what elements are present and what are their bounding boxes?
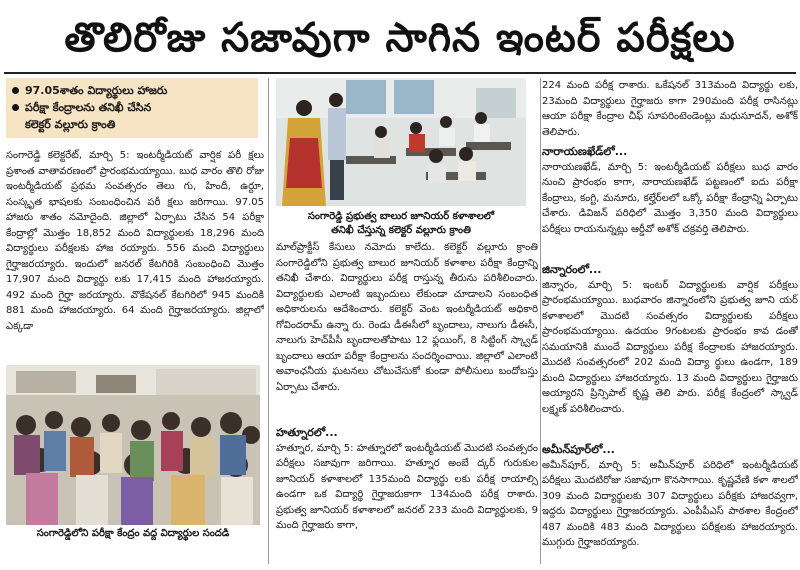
subheading-jinnaram: జిన్నారంలో...: [542, 263, 602, 276]
article-column-2: [276, 240, 538, 423]
article-section-narayankhed: [542, 144, 798, 258]
highlight-item: 97.05శాతం విద్యార్థులు హాజరు: [12, 82, 252, 99]
highlights-box: [6, 78, 258, 138]
article-paragraph: నారాయణఖేడ్, మార్చి 5: ఇంటర్మీడియట్ పరీక్షలు బుధ వారం నుంచి ప్రారంభం కాగా, నారాయణఖేడ్ పట్టణంలో ఐదు పరీక్షా కేంద్రాలు, కంగ్టి, మనూరు, కల్హేర్‌లలో ఒక్కో పరీక్షా కేంద్రాన్ని ఏర్పాటు చేశారు. డివిజన్ పరిధిలో మొత్తం 3,350 మంది విద్యార్థులు పరీక్షలు రాయనున్నట్లు ఆర్డీవో అశోక్ చక్రవర్తి తెలిపారు.: [542, 161, 798, 235]
article-section-ameenpur: [542, 442, 798, 566]
article-paragraph: 224 మంది పరీక్ష రాశారు. ఒకేషనల్ 313మంది విద్యార్థు లకు, 23మంది విద్యార్థులు గైర్హాజరు కాగా 290మంది పరీక్ష రాసినట్లు ఆయా పరీక్షా కేంద్రాల చీఫ్ సూపరింటెండెంట్లు మధుసూదన్, అశోక్ తెలిపారు.: [542, 80, 798, 138]
article-paragraph: అమీన్‌పూర్, మార్చి 5: అమీన్‌పూర్ పరిధిలో ఇంటర్మీడియట్ పరీక్షలు మొదటిరోజు సజావుగా కొనసాగాయి. కృష్ణవేణి కళా శాలలో 309 మంది విద్యార్థులకు 307 విద్యార్థులు పరీక్షకు హాజరవ్వగా, ఇద్దరు విద్యార్థులు గైర్హాజరయ్యారు. ఎంపీపీఎస్ పాఠశాల కేంద్రంలో 487 మందికి 483 మంది విద్యార్థులు పరీక్షలకు హాజరయ్యారు. ముగ్గురు గైర్హాజరయ్యారు.: [542, 459, 798, 548]
highlight-continuation: కలెక్టర్ వల్లూరు క్రాంతి: [25, 118, 116, 131]
bullet-icon: [12, 87, 19, 94]
article-column-1: [6, 148, 264, 363]
students-crowd-photo: [6, 365, 260, 525]
article-paragraph: హత్నూర, మార్చి 5: హత్నూరలో ఇంటర్మీడియట్ మొదటి సంవత్సరం పరీక్షలు సజావుగా జరిగాయి. హత్నూర అంబే ద్కర్ గురుకుల జూనియర్ కళాశాలలో 135మంది విద్యార్థు లకు పరీక్ష రాయాల్సి ఉండగా ఒక విద్యార్థి గైర్హాజరుకాగా 134మంది పరీక్ష రాశారు. ప్రభుత్వ జూనియర్ కళాశాలలో జనరల్ 233 మంది విద్యార్థులకు, 9 మంది గైర్హాజరు కాగా,: [276, 442, 538, 531]
article-paragraph: మాల్‌ప్రాక్టీస్ కేసులు నమోదు కాలేదు. కలెక్టర్ వల్లూరు క్రాంతి సంగారెడ్డిలోని ప్రభుత్వ బాలుర జూనియర్ కళాశాల పరీక్షా కేంద్రాన్ని తనిఖీ చేశారు. విద్యార్థులు పరీక్ష రాస్తున్న తీరును పరిశీలించారు. విద్యార్థులకు ఎలాంటి ఇబ్బందులు లేకుండా చూడాలని సంబంధిత అధికారులను ఆదేశించారు. కలెక్టర్ వెంట ఇంటర్మీడియట్ అధికారి గోవిందరామ్ ఉన్నా రు. రెండు డీఈసీలో బృందాలు, నాలుగు డీఈసీ, నాలుగు హెచ్‌పీసీ బృందాలతోపాటు 12 ఫ్లయింగ్, 8 సిట్టింగ్ స్క్వాడ్ బృందాలు ఆయా పరీక్షా కేంద్రాలను సందర్శించాయి. జిల్లాలో ఎలాంటి అవాంఛనీయ ఘటనలు చోటుచేసుకో కుండా పోలీసులు బందోబస్తు ఏర్పాటు చేశారు.: [276, 242, 538, 393]
bullet-icon: [12, 104, 19, 111]
photo-caption-crowd: సంగారెడ్డిలోని పరీక్షా కేంద్రం వద్ద విద్యార్థుల సందడి: [36, 528, 230, 539]
headline-rule: [4, 72, 796, 74]
article-column-3: [542, 78, 798, 142]
subheading-narayankhed: నారాయణఖేడ్‌లో...: [542, 145, 628, 158]
classroom-inspection-photo: [276, 78, 526, 206]
article-section-hatnur: [276, 425, 538, 565]
column-divider: [540, 78, 541, 564]
article-section-jinnaram: [542, 262, 798, 440]
photo-caption-inspection: సంగారెడ్డి ప్రభుత్వ బాలుర జూనియర్ కళాశాలలో తనిఖీ చేస్తున్న కలెక్టర్ వల్లూరు క్రాంతి: [307, 211, 495, 236]
article-paragraph: సంగారెడ్డి కలెక్టరేట్, మార్చి 5: ఇంటర్మీడియట్ వార్షిక పరీ క్షలు ప్రశాంత వాతావరణంలో ప్రారంభమయ్యాయి. బుధ వారం తొలి రోజు ఇంటర్మీడియట్ ప్రథమ సంవత్సరం తెలు గు, హిందీ, ఉర్దూ, సంస్కృత భాషలకు సంబంధించిన పరీ క్షలు జరిగాయి. 97.05 హాజరు శాతం నమోదైంది. జిల్లాలో ఏర్పాటు చేసిన 54 పరీక్షా కేంద్రాల్లో మొత్తం 18,852 మంది విద్యార్థులకు 18,296 మంది విద్యార్థులు పరీక్షలకు హాజ రయ్యారు. 556 మంది విద్యార్థులు గైర్హాజరయ్యారు. ఇందులో జనరల్ కేటగిరికి సంబంధించి మొత్తం 17,907 మంది విద్యార్థు లకు 17,415 మంది హాజరయ్యారు. 492 మంది గైర్హా జరయ్యారు. వొకేషనల్ కేటగిరిలో 945 మందికి 881 మంది హాజరయ్యారు. 64 మంది గైర్హాజరయ్యారు. జిల్లాలో ఎక్కడా: [6, 150, 264, 332]
headline: తొలిరోజు సజావుగా సాగిన ఇంటర్ పరీక్షలు: [64, 15, 736, 61]
article-paragraph: జిన్నారం, మార్చి 5: ఇంటర్ విద్యార్థులకు వార్షిక పరీక్షలు ప్రారంభమయ్యాయి. బుధవారం జిన్నారంలోని ప్రభుత్వ జూని యర్ కళాశాలలో మొదటి సంవత్సరం విద్యార్థులకు పరీక్షలు ప్రారంభమయ్యాయి. ఉదయం 9గంటలకు ప్రారంభం కావ డంతో సమయానికి ముందే విద్యార్థులు పరీక్ష కేంద్రాలకు హాజరయ్యారు. మొదటి సంవత్సరంలో 202 మంది విద్యా ర్థులు ఉండగా, 189 మంది విద్యార్థులు హాజరయ్యారు. 13 మంది విద్యార్థులు గైర్హాజరు అయ్యారని ప్రిన్సిపాల్ కృష్ణ తెలి పారు. పరీక్ష కేంద్రంలో స్క్వాడ్ లక్ష్మణ్ పరిశీలించారు.: [542, 279, 798, 415]
subheading-hatnur: హత్నూరలో...: [276, 426, 338, 439]
column-divider: [268, 78, 269, 564]
highlight-item: పరీక్షా కేంద్రాలను తనిఖీ చేసిన: [12, 99, 252, 116]
subheading-ameenpur: అమీన్‌పూర్‌లో...: [542, 443, 615, 456]
